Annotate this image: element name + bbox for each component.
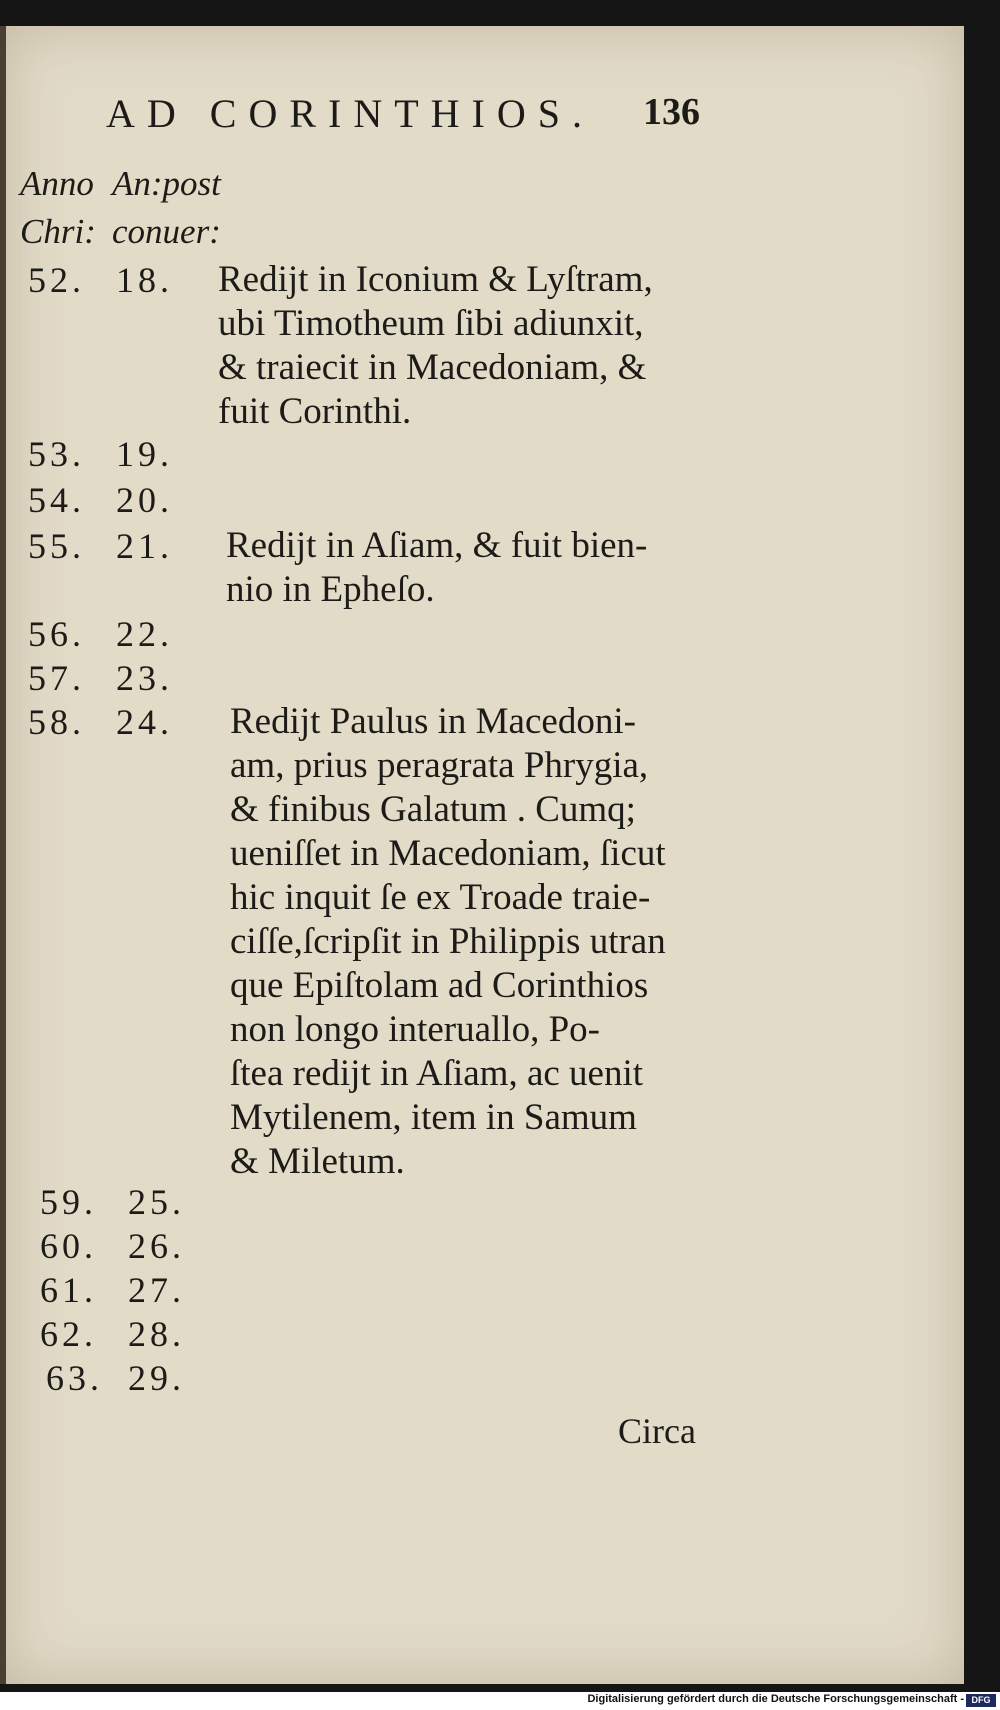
year-post-conversion: 23. <box>116 658 173 698</box>
entry-line: Rediјt in Iconium & Lyſtram, <box>218 259 653 300</box>
entry-line: ubi Timotheum ſibi adiunxit, <box>218 303 644 344</box>
column-header-post-line2: conuer: <box>112 212 221 251</box>
entry-line: ſtea rediјt in Aſiam, ac uenit <box>230 1053 644 1094</box>
page-header <box>100 80 720 140</box>
catchword: Circa <box>618 1411 696 1451</box>
entry-line: Rediјt Paulus in Macedoni- <box>230 701 636 742</box>
entry-line: que Epiſtolam ad Corinthios <box>230 965 649 1006</box>
entry-line: am, prius peragrata Phrygia, <box>230 745 649 786</box>
entry-line: Mytilenem, item in Samum <box>230 1097 637 1138</box>
year-anno: 62. <box>40 1314 97 1354</box>
entry-line: & traiecit in Macedoniam, & <box>218 347 647 388</box>
column-header-anno <box>20 160 96 256</box>
entry-line: ueniſſet in Macedoniam, ſicut <box>230 833 666 874</box>
year-anno: 57. <box>28 658 85 698</box>
entry-text <box>230 700 710 1184</box>
column-header-post-line1: An:post <box>112 164 221 203</box>
year-post-conversion: 22. <box>116 614 173 654</box>
entry-line: & Miletum. <box>230 1141 405 1182</box>
column-header-post <box>112 160 221 256</box>
year-anno: 59. <box>40 1182 97 1222</box>
entry-text <box>218 258 698 434</box>
entry-text <box>226 524 706 612</box>
year-anno: 58. <box>28 702 85 742</box>
year-anno: 63. <box>46 1358 103 1398</box>
column-header-anno-line1: Anno <box>20 164 94 203</box>
entry-line: non longo interuallo, Po- <box>230 1009 600 1050</box>
entry-line: nio in Epheſo. <box>226 569 435 610</box>
entry-line: fuit Corinthi. <box>218 391 412 432</box>
year-anno: 53. <box>28 434 85 474</box>
column-header-anno-line2: Chri: <box>20 212 96 251</box>
year-post-conversion: 28. <box>128 1314 185 1354</box>
digitization-footer <box>0 1692 1000 1710</box>
year-post-conversion: 29. <box>128 1358 185 1398</box>
entry-line: Rediјt in Aſiam, & fuit bien- <box>226 525 648 566</box>
page-number: 136 <box>643 91 700 133</box>
year-anno: 54. <box>28 480 85 520</box>
dfg-logo: DFG <box>966 1694 996 1707</box>
year-post-conversion: 27. <box>128 1270 185 1310</box>
entry-line: hic inquit ſe ex Troade traie- <box>230 877 651 918</box>
entry-line: & finibus Galatum . Cumq; <box>230 789 636 830</box>
entry-line: ciſſe,ſcripſit in Philippis utran <box>230 921 666 962</box>
page-binding-edge <box>0 26 6 1684</box>
year-anno: 61. <box>40 1270 97 1310</box>
year-anno: 56. <box>28 614 85 654</box>
year-post-conversion: 19. <box>116 434 173 474</box>
year-post-conversion: 26. <box>128 1226 185 1266</box>
year-post-conversion: 21. <box>116 526 173 566</box>
year-post-conversion: 25. <box>128 1182 185 1222</box>
running-title: AD CORINTHIOS. <box>106 91 594 136</box>
year-anno: 55. <box>28 526 85 566</box>
funding-credit: Digitalisierung gefördert durch die Deutsche Forschungsgemeinschaft - <box>587 1693 964 1705</box>
year-anno: 60. <box>40 1226 97 1266</box>
year-anno: 52. <box>28 260 85 300</box>
year-post-conversion: 24. <box>116 702 173 742</box>
year-post-conversion: 20. <box>116 480 173 520</box>
year-post-conversion: 18. <box>116 260 173 300</box>
